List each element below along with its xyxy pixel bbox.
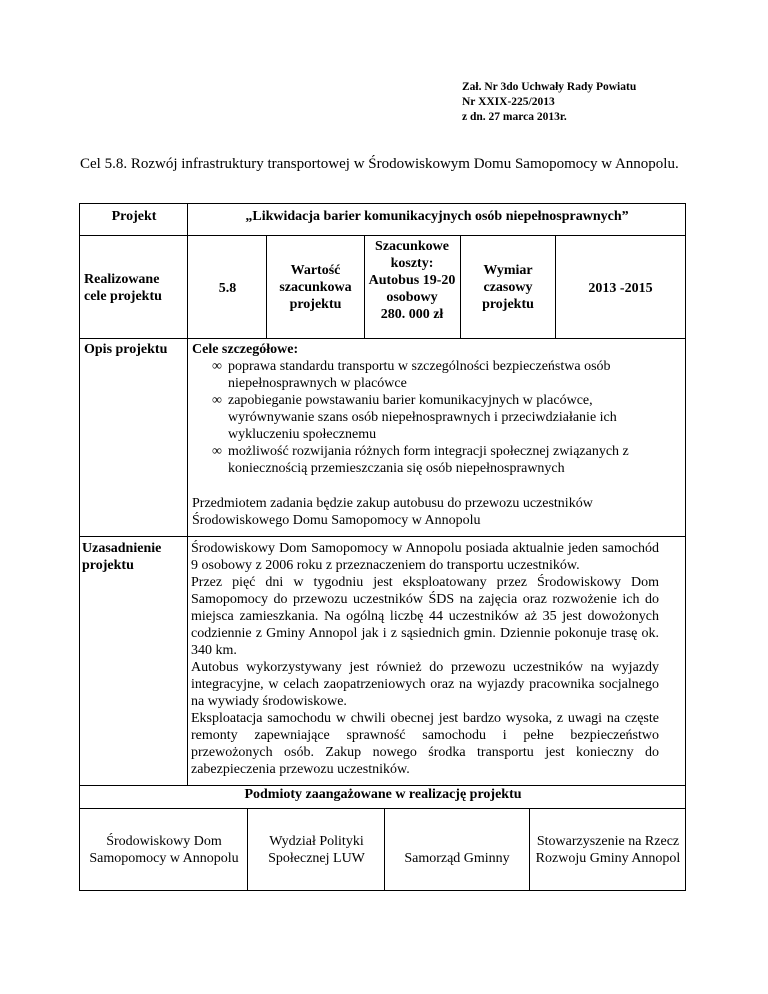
stakeholder-stowarzyszenie: Stowarzyszenie na Rzecz Rozwoju Gminy Annopol — [535, 834, 681, 866]
project-title: „Likwidacja barier komunikacyjnych osób niepełnosprawnych” — [245, 209, 629, 224]
stakeholders-heading: Podmioty zaangażowane w realizację projektu — [244, 787, 522, 802]
stakeholder-luw: Wydział Polityki Społecznej LUW — [268, 834, 365, 866]
goal-item: ∞ zapobieganie powstawaniu barier komunikacyjnych w placówce, wyrównywanie szans osób niepełnosprawnych i przeciwdziałanie ich wykluczeniu społecznemu — [212, 393, 617, 442]
uzasadnienie-label: Uzasadnienie projektu — [82, 541, 162, 573]
justification-paragraph: Autobus wykorzystywany jest również do przewozu uczestników na wyjazdy integracyjne, w celach zaopatrzeniowych oraz na wyjazdy pracownika socjalnego na wywiady środowiskowe. — [191, 660, 659, 709]
header-line-2: Nr XXIX-225/2013 — [462, 96, 555, 108]
projekt-label: Projekt — [111, 209, 157, 224]
project-description — [192, 341, 662, 529]
infinity-bullet-icon: ∞ — [212, 393, 222, 408]
document-header — [462, 80, 636, 125]
infinity-bullet-icon: ∞ — [212, 359, 222, 374]
realizowane-label: Realizowane cele projektu — [84, 272, 162, 304]
estimated-costs-value: 280. 000 zł — [380, 307, 444, 322]
goal-item: ∞ poprawa standardu transportu w szczególności bezpieczeństwa osób niepełnosprawnych w placówce — [212, 359, 611, 391]
estimated-costs-label: Szacunkowe koszty: Autobus 19-20 osobowy — [368, 239, 456, 305]
estimated-costs — [364, 238, 460, 323]
goals-heading: Cele szczegółowe: — [192, 342, 299, 357]
purchase-subject: Przedmiotem zadania będzie zakup autobusu do przewozu uczestników Środowiskowego Domu Samopomocy w Annopolu — [192, 496, 593, 528]
header-line-1: Zał. Nr 3do Uchwały Rady Powiatu — [462, 81, 637, 93]
value-label: Wartość szacunkowa projektu — [279, 263, 352, 312]
stakeholder-sds: Środowiskowy Dom Samopomocy w Annopolu — [89, 834, 239, 866]
goal-intro: Cel 5.8. Rozwój infrastruktury transportowej w Środowiskowym Domu Samopomocy w Annopolu. — [80, 156, 679, 172]
goal-item: ∞ możliwość rozwijania różnych form integracji społecznej związanych z koniecznością przemieszczania się osób niepełnosprawnych — [212, 444, 629, 476]
stakeholder-gmina: Samorząd Gminny — [404, 851, 510, 866]
justification-text — [191, 540, 659, 778]
duration-label: Wymiar czasowy projektu — [482, 263, 534, 312]
opis-label: Opis projektu — [84, 342, 168, 357]
infinity-bullet-icon: ∞ — [212, 444, 222, 459]
justification-paragraph: Eksploatacja samochodu w chwili obecnej jest bardzo wysoka, z uwagi na częste remonty zapewniające sprawność samochodu i pełne bezpieczeństwo przewożonych osób. Zakup nowego środka transportu jest konieczny do zabezpieczenia przewozu uczestników. — [191, 711, 659, 777]
header-line-3: z dn. 27 marca 2013r. — [462, 111, 567, 123]
justification-paragraph: Przez pięć dni w tygodniu jest eksploatowany przez Środowiskowy Dom Samopomocy do przewozu uczestników ŚDS na zajęcia oraz rozwożenie ich do miejsca zamieszkania. Na ogólną liczbę 44 uczestników aż 35 jest dowożonych codziennie z Gminy Annopol jak i z sąsiednich gmin. Dziennie pokonuje trasę ok. 340 km. — [191, 575, 659, 658]
goals-list — [192, 358, 662, 477]
project-years: 2013 -2015 — [588, 281, 653, 296]
goal-number: 5.8 — [218, 281, 237, 296]
justification-paragraph: Środowiskowy Dom Samopomocy w Annopolu posiada aktualnie jeden samochód 9 osobowy z 2006 roku z przeznaczeniem do transportu uczestników. — [191, 541, 659, 573]
